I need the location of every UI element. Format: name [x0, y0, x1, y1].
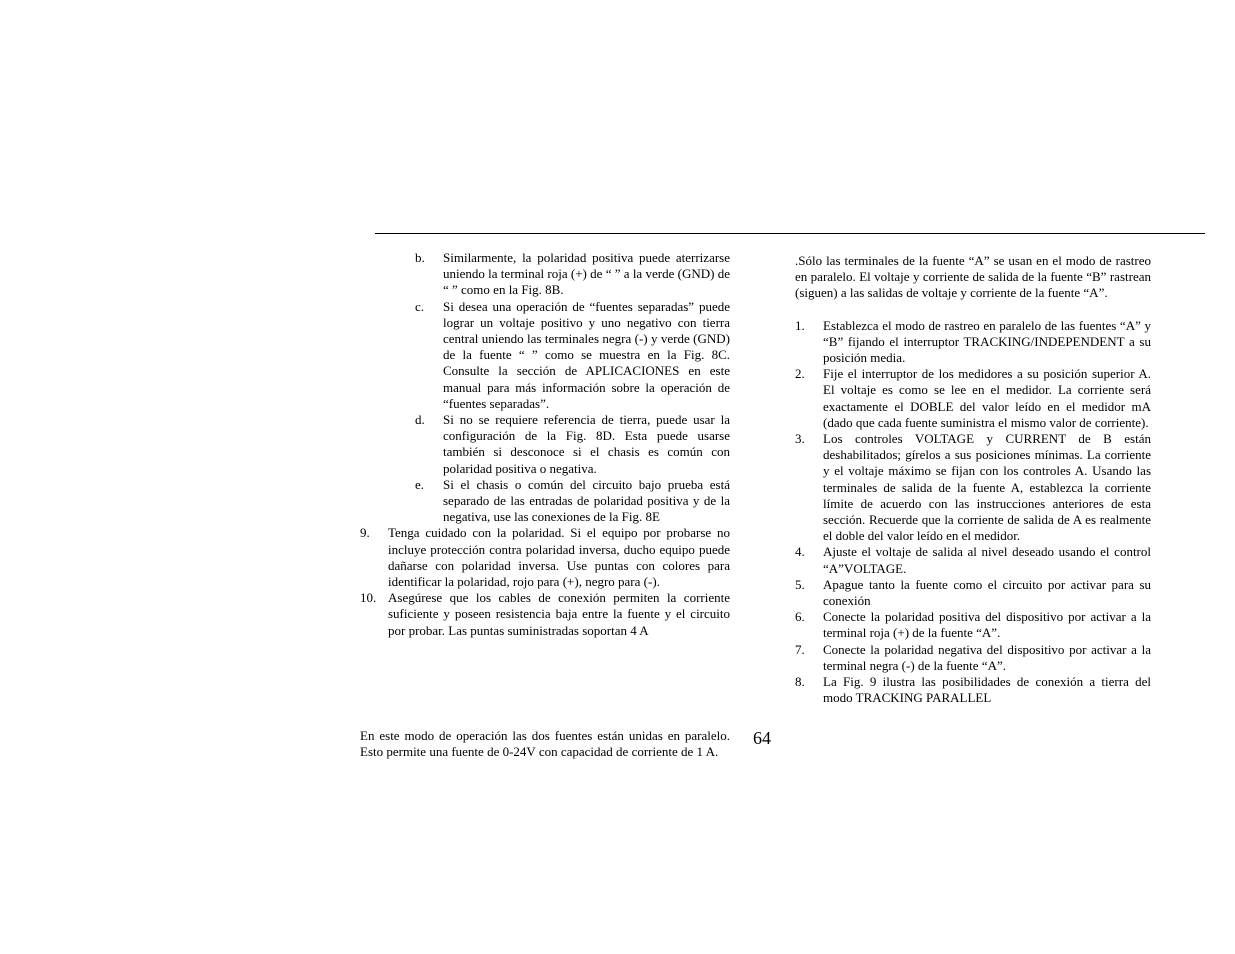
- item-text: Los controles VOLTAGE y CURRENT de B están deshabilitados; gírelos a sus posiciones mínimas. La corriente y el voltaje máximo se fijan con los controles A. Usando las terminales de salida de la fuente A, establezca la corriente límite de acuerdo con las instrucciones anteriores de esta sección. Recuerde que la corriente de salida de A es realmente el doble del valor leído en el medidor.: [823, 431, 1151, 544]
- list-item: [795, 366, 1151, 431]
- item-text: Tenga cuidado con la polaridad. Si el equipo por probarse no incluye protección contra polaridad inversa, ducho equipo puede dañarse con polaridad inversa. Use puntas con colores para identificar la polaridad, rojo para (+), negro para (-).: [388, 525, 730, 590]
- list-item: [795, 577, 1151, 609]
- item-text: La Fig. 9 ilustra las posibilidades de conexión a tierra del modo TRACKING PARALLEL: [823, 674, 1151, 706]
- item-marker: d.: [415, 412, 425, 428]
- list-item: [360, 590, 730, 639]
- item-marker: 10.: [360, 590, 377, 606]
- item-marker: 8.: [795, 674, 805, 690]
- item-marker: 3.: [795, 431, 805, 447]
- item-marker: 5.: [795, 576, 805, 592]
- item-text: Apague tanto la fuente como el circuito por activar para su conexión: [823, 576, 1151, 609]
- item-text: Similarmente, la polaridad positiva puede aterrizarse uniendo la terminal roja (+) de “ ” a la verde (GND) de “ ” como en la Fig. 8B.: [443, 250, 730, 298]
- item-marker: 1.: [795, 317, 805, 333]
- item-text: Asegúrese que los cables de conexión permiten la corriente suficiente y poseen resistencia baja entre la fuente y el circuito por probar. Las puntas suministradas soportan 4 A: [388, 590, 730, 638]
- list-item: [795, 431, 1151, 544]
- list-item: [795, 642, 1151, 674]
- item-text: Establezca el modo de rastreo en paralelo de las fuentes “A” y “B” fijando el interruptor TRACKING/INDEPENDENT a su posición media.: [823, 317, 1151, 366]
- item-marker: b.: [415, 250, 425, 265]
- item-text: Conecte la polaridad positiva del dispositivo por activar a la terminal roja (+) de la fuente “A”.: [823, 609, 1151, 641]
- list-item: [360, 412, 730, 477]
- item-text: Si el chasis o común del circuito bajo prueba está separado de las entradas de polaridad positiva y de la negativa, use las conexiones de la Fig. 8E: [443, 476, 730, 525]
- item-text: Conecte la polaridad negativa del dispositivo por activar a la terminal negra (-) de la fuente “A”.: [823, 641, 1151, 673]
- item-text: Fije el interruptor de los medidores a su posición superior A. El voltaje es como se lee en el medidor. La corriente será exactamente el DOBLE del valor leído en el medidor mA (dado que cada fuente suministra el mismo valor de corriente).: [823, 366, 1151, 430]
- list-item: [360, 477, 730, 526]
- header-rule: [375, 233, 1205, 234]
- intro-paragraph: .Sólo las terminales de la fuente “A” se usan en el modo de rastreo en paralelo. El voltaje y corriente de salida de la fuente “B” rastrean (siguen) a las salidas de voltaje y corriente de la fuente “A”.: [795, 253, 1151, 301]
- list-item: [795, 674, 1151, 706]
- list-item: [795, 544, 1151, 576]
- list-item: [360, 299, 730, 412]
- list-item: [795, 609, 1151, 641]
- item-marker: 9.: [360, 525, 370, 541]
- body-paragraph: En este modo de operación las dos fuentes están unidas en paralelo. Esto permite una fuente de 0-24V con capacidad de corriente de 1 A.: [360, 728, 730, 760]
- left-column: [360, 250, 730, 639]
- item-marker: 6.: [795, 609, 805, 625]
- list-item: [795, 318, 1151, 367]
- list-item: [360, 525, 730, 590]
- item-marker: 2.: [795, 366, 805, 382]
- list-item: [360, 250, 730, 299]
- item-text: Ajuste el voltaje de salida al nivel deseado usando el control “A”VOLTAGE.: [823, 544, 1151, 576]
- item-marker: 4.: [795, 544, 805, 560]
- item-marker: 7.: [795, 641, 805, 657]
- page-number: 64: [753, 728, 771, 748]
- left-bottom-block: [360, 728, 730, 760]
- right-column: [795, 253, 1151, 706]
- item-marker: c.: [415, 298, 425, 314]
- item-text: Si no se requiere referencia de tierra, puede usar la configuración de la Fig. 8D. Esta puede usarse también si desconoce si el chasis es común con polaridad positiva o negativa.: [443, 412, 730, 476]
- item-marker: e.: [415, 476, 425, 492]
- item-text: Si desea una operación de “fuentes separadas” puede lograr un voltaje positivo y uno negativo con tierra central uniendo las terminales negra (-) y verde (GND) de la fuente “ ” como se muestra en la Fig. 8C. Consulte la sección de APLICACIONES en este manual para más información sobre la operación de “fuentes separadas”.: [443, 298, 730, 411]
